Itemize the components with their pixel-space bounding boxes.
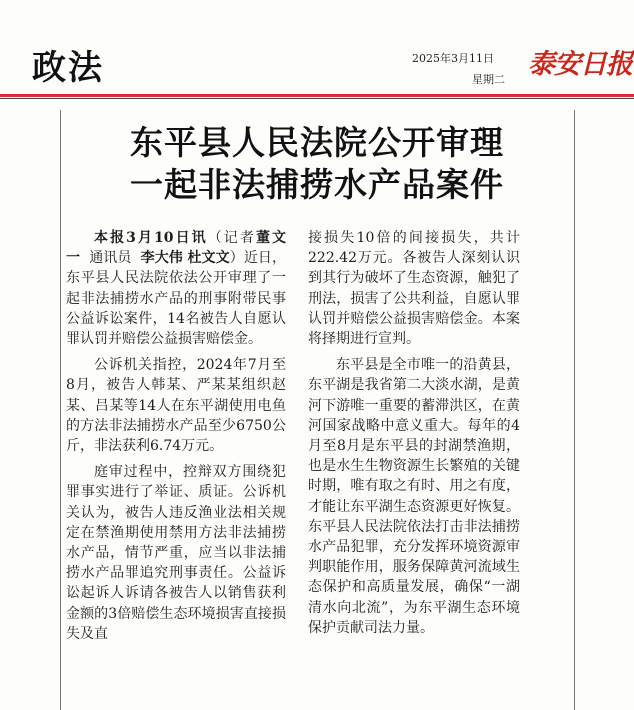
page-header <box>0 0 634 100</box>
paragraph-trial-continued: 接损失10倍的间接损失，共计222.42万元。各被告人深刻认识到其行为破坏了生态资源，触犯了刑法，损害了公共利益，自愿认罪认罚并赔偿公益损害赔偿金。本案将择期进行宣判。 <box>308 230 520 348</box>
reporter-3: 杜文文 <box>187 250 230 267</box>
article-column-1 <box>66 228 286 644</box>
byline-prefix: （记者 <box>207 230 256 246</box>
byline-correspondent: 通讯员 <box>89 250 132 267</box>
article-headline <box>0 122 634 206</box>
paragraph-trial: 庭审过程中，控辩双方围绕犯罪事实进行了举证、质证。公诉机关认为，被告人违反渔业法相关规定在禁渔期使用禁用方法非法捕捞水产品，情节严重，应当以非法捕捞水产品罪追究刑事责任。公益诉讼起诉人诉请各被告人以销售获利金额的3倍赔偿生态环境损害直接损失及直 <box>66 464 286 642</box>
article-column-2 <box>308 228 520 638</box>
newspaper-logo: 泰安日报 <box>528 49 632 80</box>
lead-text: ）近日，东平县人民法院依法公开审理了一起非法捕捞水产品的刑事附带民事公益诉讼案件，14名被告人自愿认罪认罚并赔偿公益损害赔偿金。 <box>66 250 287 348</box>
issue-weekday: 星期二 <box>472 73 505 86</box>
dateline: 本报3月10日讯 <box>94 230 208 246</box>
header-dark-rule <box>0 98 634 99</box>
reporter-2: 李大伟 <box>140 250 183 267</box>
paragraph-indictment: 公诉机关指控，2024年7月至8月，被告人韩某、严某某组织赵某、吕某等14人在东平湖使用电鱼的方法非法捕捞水产品至少6750公斤，非法获利6.74万元。 <box>66 357 286 455</box>
date-block <box>412 50 505 87</box>
reporter-1: 董文一 <box>66 230 287 267</box>
header-red-rule <box>0 94 634 97</box>
headline-line-2: 一起非法捕捞水产品案件 <box>130 165 504 204</box>
section-title: 政法 <box>32 48 104 88</box>
issue-date: 2025年3月11日 <box>412 52 494 65</box>
paragraph-background: 东平县是全市唯一的沿黄县，东平湖是我省第二大淡水湖，是黄河下游唯一重要的蓄滞洪区，在黄河国家战略中意义重大。每年的4月至8月是东平县的封湖禁渔期，也是水生生物资源生长繁殖的关键时期，唯有取之有时、用之有度，才能让东平湖生态资源更好恢复。东平县人民法院依法打击非法捕捞水产品犯罪，充分发挥环境资源审判职能作用，服务保障黄河流域生态保护和高质量发展，确保“一湖清水向北流”，为东平湖生态环境保护贡献司法力量。 <box>308 357 520 636</box>
lead-paragraph <box>66 228 286 349</box>
headline-line-1: 东平县人民法院公开审理 <box>130 123 504 162</box>
